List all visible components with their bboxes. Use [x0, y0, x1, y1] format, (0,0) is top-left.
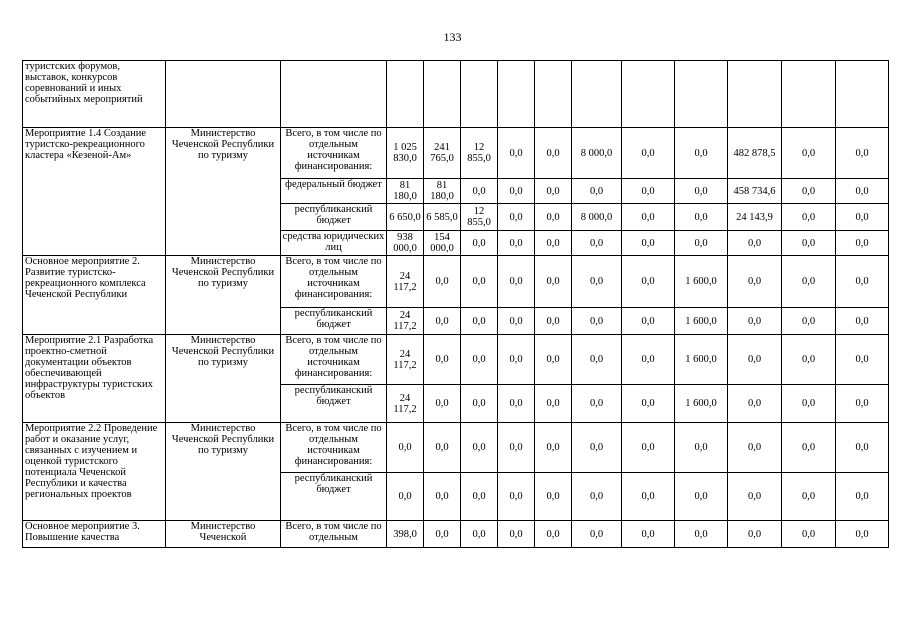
funding-source-cell: средства юридических лиц — [281, 231, 387, 256]
value-cell: 938 000,0 — [387, 231, 424, 256]
value-cell: 0,0 — [424, 473, 461, 521]
value-cell: 12 855,0 — [461, 204, 498, 231]
value-cell: 0,0 — [461, 521, 498, 548]
value-cell: 0,0 — [424, 308, 461, 335]
value-cell: 0,0 — [387, 423, 424, 473]
value-cell: 0,0 — [572, 335, 622, 385]
value-cell: 0,0 — [461, 423, 498, 473]
value-cell: 0,0 — [535, 204, 572, 231]
executor-cell: Министерство Чеченской Республики по туризму — [166, 423, 281, 521]
value-cell: 0,0 — [498, 231, 535, 256]
value-cell: 0,0 — [498, 521, 535, 548]
value-cell: 0,0 — [535, 256, 572, 308]
value-cell: 0,0 — [728, 256, 782, 308]
value-cell: 0,0 — [836, 179, 889, 204]
value-cell: 0,0 — [498, 204, 535, 231]
value-cell: 0,0 — [836, 128, 889, 179]
value-cell: 0,0 — [461, 473, 498, 521]
activity-cell: Мероприятие 2.2 Проведение работ и оказание услуг, связанных с изучением и оценкой туристского потенциала Чеченской Республики и качества региональных проектов — [23, 423, 166, 521]
value-cell: 24 117,2 — [387, 385, 424, 423]
value-cell: 12 855,0 — [461, 128, 498, 179]
value-cell: 0,0 — [424, 521, 461, 548]
value-cell: 0,0 — [728, 231, 782, 256]
funding-source-cell: республиканский бюджет — [281, 385, 387, 423]
value-cell: 0,0 — [622, 385, 675, 423]
value-cell: 0,0 — [622, 335, 675, 385]
table-row — [23, 128, 889, 179]
value-cell: 24 143,9 — [728, 204, 782, 231]
value-cell: 0,0 — [498, 308, 535, 335]
value-cell: 0,0 — [675, 179, 728, 204]
value-cell: 0,0 — [728, 473, 782, 521]
value-cell: 8 000,0 — [572, 204, 622, 231]
value-cell: 0,0 — [836, 521, 889, 548]
value-cell: 0,0 — [782, 308, 836, 335]
funding-source-cell: Всего, в том числе по отдельным источникам финансирования: — [281, 423, 387, 473]
value-cell: 0,0 — [498, 128, 535, 179]
value-cell: 0,0 — [836, 231, 889, 256]
value-cell: 0,0 — [424, 423, 461, 473]
funding-source-cell — [281, 61, 387, 128]
value-cell: 0,0 — [535, 473, 572, 521]
value-cell: 0,0 — [572, 179, 622, 204]
value-cell: 0,0 — [498, 179, 535, 204]
table-row — [23, 423, 889, 473]
value-cell: 0,0 — [675, 473, 728, 521]
value-cell: 241 765,0 — [424, 128, 461, 179]
value-cell: 0,0 — [535, 385, 572, 423]
activity-cell: туристских форумов, выставок, конкурсов соревнований и иных событийных мероприятий — [23, 61, 166, 128]
executor-cell: Министерство Чеченской Республики по туризму — [166, 335, 281, 423]
value-cell: 0,0 — [461, 256, 498, 308]
page-number: 133 — [443, 30, 462, 44]
value-cell: 0,0 — [461, 308, 498, 335]
activity-cell: Мероприятие 1.4 Создание туристско-рекреационного кластера «Кезеной-Ам» — [23, 128, 166, 256]
value-cell: 0,0 — [836, 204, 889, 231]
value-cell: 0,0 — [728, 308, 782, 335]
value-cell: 0,0 — [728, 521, 782, 548]
value-cell — [622, 61, 675, 128]
value-cell: 0,0 — [572, 256, 622, 308]
value-cell: 0,0 — [424, 256, 461, 308]
value-cell: 0,0 — [535, 308, 572, 335]
funding-source-cell: федеральный бюджет — [281, 179, 387, 204]
value-cell: 0,0 — [622, 521, 675, 548]
value-cell: 0,0 — [675, 231, 728, 256]
funding-source-cell: республиканский бюджет — [281, 204, 387, 231]
value-cell: 0,0 — [836, 473, 889, 521]
value-cell: 0,0 — [675, 128, 728, 179]
table-row — [23, 61, 889, 128]
value-cell — [836, 61, 889, 128]
funding-source-cell: республиканский бюджет — [281, 473, 387, 521]
value-cell: 0,0 — [622, 204, 675, 231]
value-cell — [535, 61, 572, 128]
funding-source-cell: Всего, в том числе по отдельным источникам финансирования: — [281, 335, 387, 385]
value-cell: 24 117,2 — [387, 308, 424, 335]
value-cell: 81 180,0 — [387, 179, 424, 204]
value-cell: 0,0 — [675, 204, 728, 231]
value-cell: 0,0 — [424, 385, 461, 423]
value-cell: 0,0 — [535, 521, 572, 548]
table-body — [23, 61, 889, 548]
value-cell: 0,0 — [675, 521, 728, 548]
executor-cell: Министерство Чеченской Республики по туризму — [166, 128, 281, 256]
value-cell: 1 600,0 — [675, 308, 728, 335]
value-cell: 0,0 — [535, 179, 572, 204]
value-cell: 0,0 — [622, 308, 675, 335]
value-cell: 458 734,6 — [728, 179, 782, 204]
value-cell: 0,0 — [836, 308, 889, 335]
table-row — [23, 256, 889, 308]
value-cell: 0,0 — [836, 335, 889, 385]
value-cell: 0,0 — [535, 423, 572, 473]
value-cell: 0,0 — [572, 308, 622, 335]
value-cell: 0,0 — [498, 385, 535, 423]
value-cell: 0,0 — [782, 231, 836, 256]
value-cell: 0,0 — [782, 473, 836, 521]
value-cell: 0,0 — [461, 385, 498, 423]
value-cell: 0,0 — [461, 335, 498, 385]
value-cell: 0,0 — [782, 128, 836, 179]
value-cell: 1 600,0 — [675, 385, 728, 423]
table-row — [23, 521, 889, 548]
value-cell: 0,0 — [535, 335, 572, 385]
value-cell: 0,0 — [572, 473, 622, 521]
value-cell: 6 650,0 — [387, 204, 424, 231]
budget-table — [22, 60, 889, 548]
value-cell: 8 000,0 — [572, 128, 622, 179]
value-cell: 1 600,0 — [675, 335, 728, 385]
value-cell: 0,0 — [572, 423, 622, 473]
value-cell: 0,0 — [498, 423, 535, 473]
activity-cell: Основное мероприятие 3. Повышение качества — [23, 521, 166, 548]
value-cell: 0,0 — [728, 335, 782, 385]
value-cell: 0,0 — [622, 231, 675, 256]
table-row — [23, 335, 889, 385]
value-cell: 0,0 — [728, 423, 782, 473]
value-cell: 6 585,0 — [424, 204, 461, 231]
value-cell: 0,0 — [572, 385, 622, 423]
executor-cell: Министерство Чеченской Республики по туризму — [166, 256, 281, 335]
funding-source-cell: Всего, в том числе по отдельным источникам финансирования: — [281, 256, 387, 308]
value-cell: 1 600,0 — [675, 256, 728, 308]
value-cell: 81 180,0 — [424, 179, 461, 204]
value-cell: 0,0 — [572, 521, 622, 548]
value-cell — [782, 61, 836, 128]
value-cell: 0,0 — [782, 335, 836, 385]
value-cell: 0,0 — [836, 256, 889, 308]
value-cell — [572, 61, 622, 128]
value-cell: 0,0 — [424, 335, 461, 385]
value-cell: 0,0 — [836, 385, 889, 423]
value-cell: 24 117,2 — [387, 256, 424, 308]
value-cell — [387, 61, 424, 128]
value-cell: 0,0 — [572, 231, 622, 256]
value-cell: 0,0 — [461, 179, 498, 204]
funding-source-cell: республиканский бюджет — [281, 308, 387, 335]
value-cell: 1 025 830,0 — [387, 128, 424, 179]
value-cell: 154 000,0 — [424, 231, 461, 256]
value-cell: 0,0 — [782, 179, 836, 204]
value-cell: 0,0 — [782, 204, 836, 231]
value-cell: 0,0 — [622, 423, 675, 473]
value-cell: 0,0 — [535, 128, 572, 179]
value-cell: 0,0 — [498, 335, 535, 385]
value-cell: 0,0 — [622, 256, 675, 308]
activity-cell: Основное мероприятие 2. Развитие туристско-рекреационного комплекса Чеченской Республики — [23, 256, 166, 335]
funding-source-cell: Всего, в том числе по отдельным — [281, 521, 387, 548]
value-cell: 0,0 — [461, 231, 498, 256]
value-cell: 0,0 — [387, 473, 424, 521]
value-cell: 0,0 — [782, 521, 836, 548]
value-cell: 0,0 — [622, 128, 675, 179]
value-cell — [498, 61, 535, 128]
value-cell: 0,0 — [622, 179, 675, 204]
value-cell: 0,0 — [728, 385, 782, 423]
value-cell — [461, 61, 498, 128]
value-cell: 0,0 — [836, 423, 889, 473]
value-cell — [728, 61, 782, 128]
value-cell: 0,0 — [535, 231, 572, 256]
value-cell — [424, 61, 461, 128]
value-cell — [675, 61, 728, 128]
value-cell: 0,0 — [622, 473, 675, 521]
value-cell: 482 878,5 — [728, 128, 782, 179]
value-cell: 0,0 — [675, 423, 728, 473]
executor-cell: Министерство Чеченской — [166, 521, 281, 548]
value-cell: 0,0 — [782, 256, 836, 308]
value-cell: 398,0 — [387, 521, 424, 548]
value-cell: 0,0 — [782, 423, 836, 473]
value-cell: 0,0 — [498, 473, 535, 521]
executor-cell — [166, 61, 281, 128]
value-cell: 0,0 — [782, 385, 836, 423]
value-cell: 0,0 — [498, 256, 535, 308]
value-cell: 24 117,2 — [387, 335, 424, 385]
funding-source-cell: Всего, в том числе по отдельным источникам финансирования: — [281, 128, 387, 179]
activity-cell: Мероприятие 2.1 Разработка проектно-сметной документации объектов обеспечивающей инфраструктуры туристских объектов — [23, 335, 166, 423]
